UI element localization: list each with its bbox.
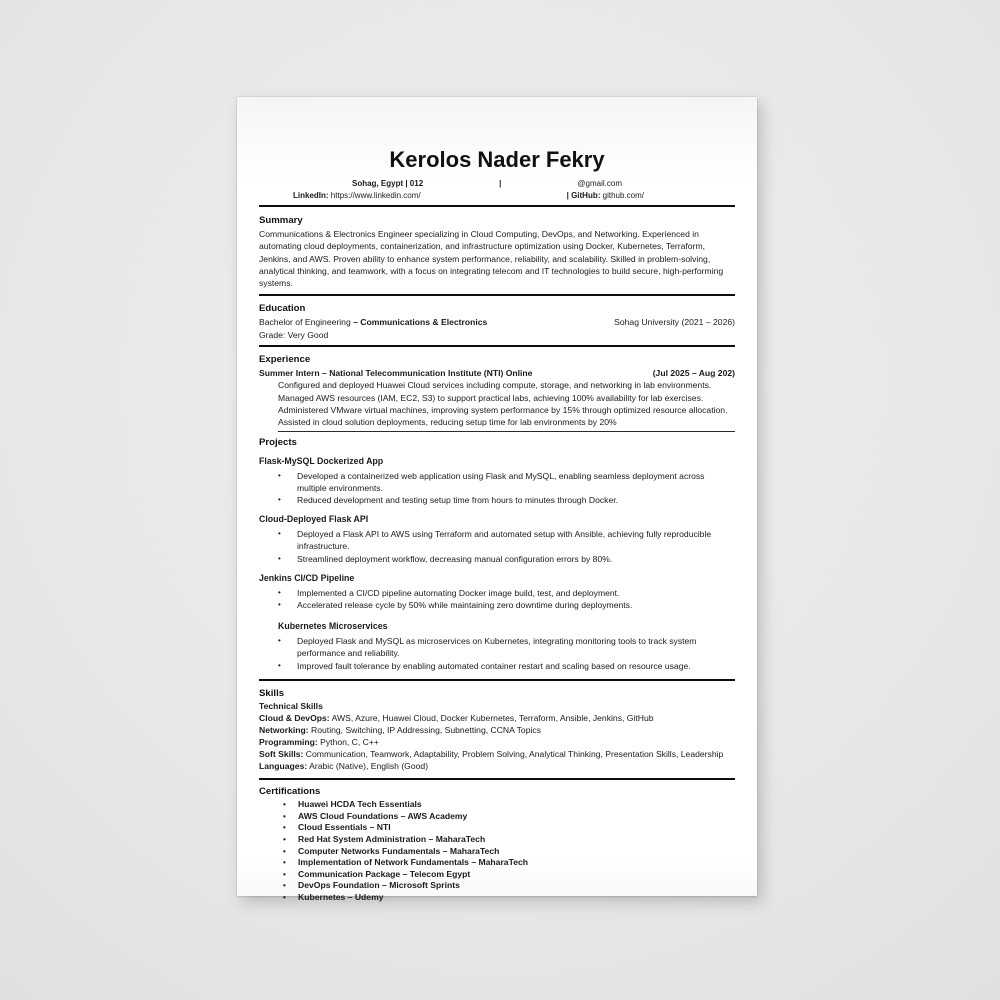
- project-bullet: Implemented a CI/CD pipeline automating Docker image build, test, and deployment.: [297, 587, 620, 598]
- contact-github: [567, 190, 644, 202]
- contact-linkedin: [293, 190, 421, 202]
- summary-heading: Summary: [259, 215, 303, 226]
- list-item: [259, 892, 735, 904]
- contact-line-1: [259, 175, 735, 190]
- project-bullet: Developed a containerized web application using Flask and MySQL, enabling seamless deployment across multiple environments.: [297, 470, 705, 493]
- list-item: [259, 494, 735, 506]
- degree-bold: – Communications & Electronics: [353, 317, 488, 328]
- skill-label: Soft Skills:: [259, 749, 304, 760]
- section-projects: [259, 437, 735, 672]
- skill-values: Communication, Teamwork, Adaptability, Problem Solving, Analytical Thinking, Presentation Skills, Leadership: [303, 749, 724, 760]
- list-item: [259, 799, 735, 811]
- summary-text: Communications & Electronics Engineer specializing in Cloud Computing, DevOps, and Networking. Experienced in automating cloud deployments, containerization, and infrastructure optimization using Docker, Kubernetes, Terraform, Jenkins, and AWS. Proven ability to enhance system performance, reliability, and scalability. Skilled in problem-solving, analytical thinking, and teamwork, with a focus on integrating telecom and IT technologies to build secure, high-performing systems.: [259, 229, 724, 289]
- certification-item: Computer Networks Fundamentals – MaharaTech: [298, 845, 500, 856]
- bullet-icon: •: [278, 587, 281, 597]
- skill-row: [259, 736, 735, 748]
- skills-heading: Skills: [259, 687, 285, 699]
- bullet-icon: •: [278, 553, 281, 563]
- project-bullet: Improved fault tolerance by enabling automated container restart and scaling based on resource usage.: [297, 660, 691, 671]
- list-item: [259, 635, 735, 659]
- certification-item: Red Hat System Administration – MaharaTech: [298, 834, 486, 845]
- degree-title: [259, 316, 487, 328]
- list-item: [259, 553, 735, 565]
- education-grade: Grade: Very Good: [259, 329, 329, 340]
- project-bullet: Reduced development and testing setup time from hours to minutes through Docker.: [297, 494, 619, 505]
- section-skills: [259, 688, 735, 772]
- list-item: [259, 660, 735, 672]
- list-item: [259, 880, 735, 892]
- skill-values: Python, C, C++: [317, 736, 379, 747]
- bullet-icon: •: [283, 893, 286, 903]
- contact-separator: |: [499, 179, 502, 188]
- list-item: [259, 599, 735, 611]
- project-bullet: Streamlined deployment workflow, decreasing manual configuration errors by 80%.: [297, 553, 613, 564]
- section-divider: [259, 345, 735, 347]
- contact-line-2: [259, 190, 735, 202]
- bullet-icon: •: [278, 599, 281, 609]
- contact-email: @gmail.com: [577, 179, 622, 188]
- skills-subheading: Technical Skills: [259, 700, 323, 711]
- section-divider: [259, 778, 735, 780]
- bullet-icon: •: [283, 881, 286, 891]
- project-title: Cloud-Deployed Flask API: [259, 514, 369, 525]
- bullet-icon: •: [283, 869, 286, 879]
- bullet-icon: •: [283, 811, 286, 821]
- section-education: [259, 303, 735, 341]
- bullet-icon: •: [283, 823, 286, 833]
- skill-values: Routing, Switching, IP Addressing, Subnetting, CCNA Topics: [308, 724, 541, 735]
- experience-role: Summer Intern – National Telecommunication Institute (NTI) Online: [259, 368, 533, 379]
- list-item: [259, 811, 735, 823]
- bullet-icon: •: [278, 660, 281, 670]
- linkedin-url: https://www.linkedin.com/: [330, 191, 421, 200]
- certification-item: Huawei HCDA Tech Essentials: [298, 799, 422, 810]
- certification-item: Kubernetes – Udemy: [298, 892, 384, 903]
- skill-label: Networking:: [259, 724, 309, 735]
- skill-row: [259, 748, 735, 760]
- experience-heading: Experience: [259, 354, 311, 366]
- experience-role-row: [259, 367, 735, 379]
- bullet-icon: •: [283, 846, 286, 856]
- certification-item: DevOps Foundation – Microsoft Sprints: [298, 880, 460, 891]
- project-bullet: Deployed a Flask API to AWS using Terraform and automated setup with Ansible, achieving fully reproducible infrastructure.: [297, 529, 712, 552]
- skill-row: [259, 724, 735, 736]
- certification-item: Communication Package – Telecom Egypt: [298, 868, 471, 879]
- bullet-icon: •: [278, 470, 281, 480]
- certifications-heading: Certifications: [259, 786, 321, 798]
- thin-divider: [278, 431, 735, 432]
- resume-name: Kerolos Nader Fekry: [389, 147, 605, 172]
- github-label: | GitHub:: [566, 191, 601, 200]
- list-item: [259, 869, 735, 881]
- project-title: Flask-MySQL Dockerized App: [259, 455, 384, 466]
- list-item: [259, 834, 735, 846]
- list-item: [259, 857, 735, 869]
- projects-heading: Projects: [259, 436, 297, 448]
- skill-label: Languages:: [259, 761, 308, 772]
- degree-regular: Bachelor of Engineering: [259, 317, 354, 328]
- contact-block: [259, 175, 735, 202]
- certification-item: AWS Cloud Foundations – AWS Academy: [298, 810, 468, 821]
- skill-values: Arabic (Native), English (Good): [307, 761, 429, 772]
- bullet-icon: •: [278, 529, 281, 539]
- section-divider: [259, 294, 735, 296]
- education-heading: Education: [259, 303, 306, 315]
- linkedin-label: LinkedIn:: [293, 191, 329, 200]
- project-bullet: Accelerated release cycle by 50% while maintaining zero downtime during deployments.: [297, 599, 633, 610]
- experience-dates: (Jul 2025 – Aug 202): [652, 368, 735, 379]
- bullet-icon: •: [278, 494, 281, 504]
- project-title: Kubernetes Microservices: [278, 621, 388, 632]
- section-summary: [259, 215, 735, 289]
- skill-row: [259, 760, 735, 772]
- list-item: [259, 846, 735, 858]
- certification-item: Cloud Essentials – NTI: [298, 822, 391, 833]
- list-item: [259, 822, 735, 834]
- github-url: github.com/: [602, 191, 644, 200]
- education-degree-row: [259, 316, 735, 328]
- resume-page: [237, 97, 757, 903]
- skill-label: Cloud & DevOps:: [259, 712, 330, 723]
- section-certifications: [259, 786, 735, 903]
- bullet-icon: •: [283, 835, 286, 845]
- bullet-icon: •: [283, 800, 286, 810]
- skill-label: Programming:: [259, 736, 318, 747]
- bullet-icon: •: [278, 636, 281, 646]
- certification-item: Implementation of Network Fundamentals – MaharaTech: [298, 857, 529, 868]
- section-divider: [259, 679, 735, 681]
- resume-header: [259, 145, 735, 202]
- contact-location: Sohag, Egypt | 012: [352, 179, 424, 188]
- experience-bullet: Configured and deployed Huawei Cloud services including compute, storage, and networking in lab environments.: [278, 380, 712, 391]
- list-item: [259, 528, 735, 552]
- experience-bullet: Administered VMware virtual machines, improving system performance by 15% through optimized resource allocation.: [278, 404, 728, 415]
- section-divider: [259, 205, 735, 207]
- skill-row: [259, 712, 735, 724]
- project-bullet: Deployed Flask and MySQL as microservices on Kubernetes, integrating monitoring tools to track system performance and reliability.: [297, 636, 697, 659]
- section-experience: [259, 354, 735, 428]
- list-item: [259, 587, 735, 599]
- skill-values: AWS, Azure, Huawei Cloud, Docker Kubernetes, Terraform, Ansible, Jenkins, GitHub: [329, 712, 654, 723]
- experience-bullet: Managed AWS resources (IAM, EC2, S3) to support practical labs, achieving 100% availability for lab exercises.: [278, 392, 704, 403]
- list-item: [259, 470, 735, 494]
- experience-bullet: Assisted in cloud solution deployments, reducing setup time for lab environments by 20%: [278, 417, 617, 428]
- education-school: Sohag University (2021 – 2026): [614, 317, 735, 328]
- project-title: Jenkins CI/CD Pipeline: [259, 572, 355, 583]
- bullet-icon: •: [283, 858, 286, 868]
